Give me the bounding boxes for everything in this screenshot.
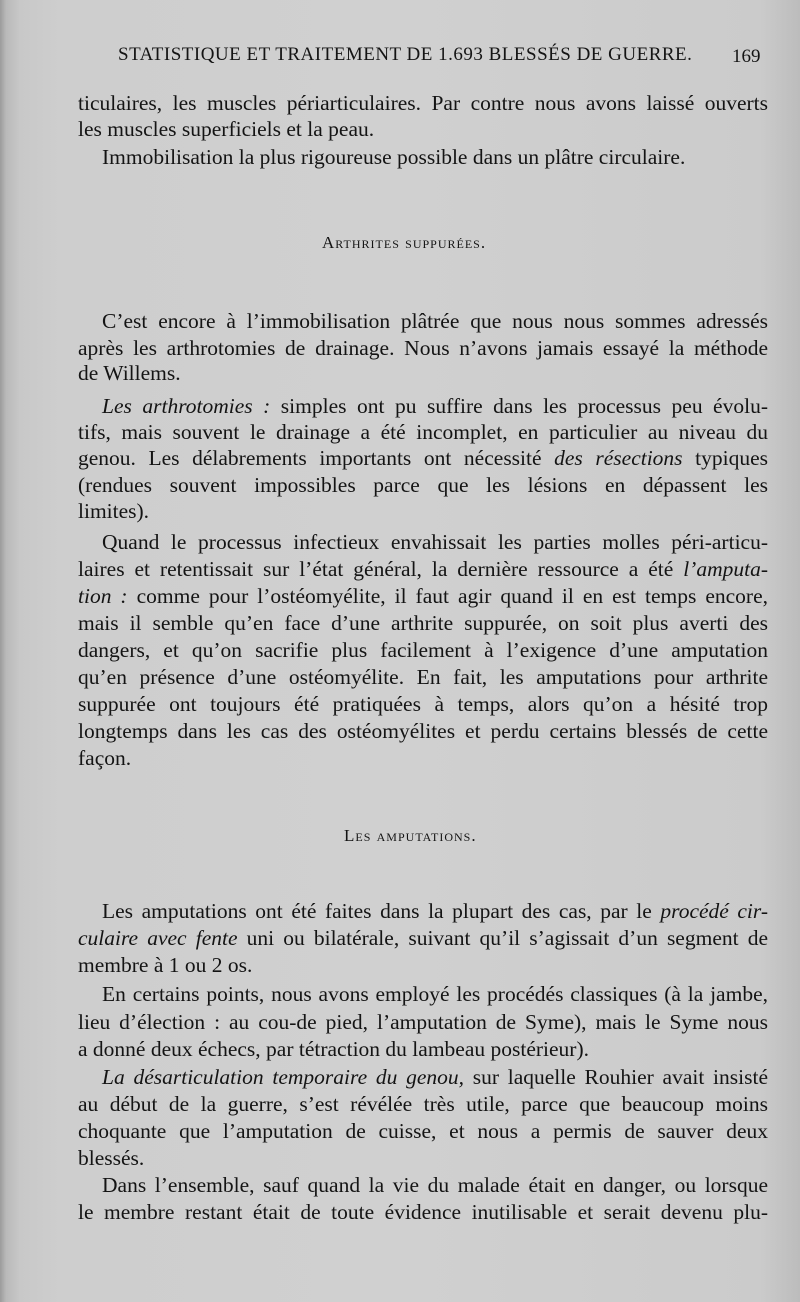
- text-line: Quand le processus infectieux envahissait les parties molles péri-articu-: [102, 530, 768, 554]
- italic-term: procédé cir-: [660, 899, 769, 923]
- text-line: mais il semble qu’en face d’une arthrite suppurée, on soit plus averti des: [78, 611, 768, 635]
- text-line: membre à 1 ou 2 os.: [78, 953, 253, 977]
- text-line: tifs, mais souvent le drainage a été incomplet, en particulier au niveau du: [78, 420, 768, 444]
- page-number: 169: [732, 46, 761, 67]
- text-line: Dans l’ensemble, sauf quand la vie du malade était en danger, ou lorsque: [102, 1173, 768, 1197]
- section-title-amputations: Les amputations.: [344, 826, 477, 845]
- text-span: Les amputations ont été faites dans la plupart des cas, par le: [102, 899, 661, 923]
- text-span: simples ont pu suffire dans les processus peu évolu-: [270, 394, 768, 418]
- running-header: STATISTIQUE ET TRAITEMENT DE 1.693 BLESSÉS DE GUERRE.: [118, 44, 693, 65]
- italic-term: tion :: [78, 584, 128, 608]
- text-line: les muscles superficiels et la peau.: [78, 117, 375, 141]
- text-line: [78, 556, 768, 582]
- text-line: longtemps dans les cas des ostéomyélites et perdu certains blessés de cette: [78, 719, 768, 743]
- italic-term: La désarticulation temporaire du genou,: [102, 1065, 464, 1089]
- section-title-arthrites: Arthrites suppurées.: [322, 233, 487, 252]
- italic-term: des résections: [554, 446, 683, 470]
- text-line: Immobilisation la plus rigoureuse possible dans un plâtre circulaire.: [102, 145, 686, 169]
- italic-term: Les arthrotomies :: [102, 394, 271, 418]
- text-span: sur laquelle Rouhier avait insisté: [464, 1065, 768, 1089]
- text-line: a donné deux échecs, par tétraction du lambeau postérieur).: [78, 1037, 590, 1061]
- text-span: genou. Les délabrements importants ont nécessité: [78, 446, 555, 470]
- italic-term: l’amputa-: [683, 557, 768, 581]
- text-line: dangers, et qu’on sacrifie plus facilement à l’exigence d’une amputation: [78, 638, 768, 662]
- text-line: [78, 445, 768, 471]
- italic-term: culaire avec fente: [78, 926, 238, 950]
- text-line: blessés.: [78, 1146, 145, 1170]
- text-span: typiques: [682, 446, 768, 470]
- text-line: façon.: [78, 746, 132, 770]
- text-line: choquante que l’amputation de cuisse, et nous a permis de sauver deux: [78, 1119, 768, 1143]
- text-line: le membre restant était de toute évidence inutilisable et serait devenu plu-: [78, 1200, 768, 1224]
- text-line: [78, 898, 768, 924]
- text-line: au début de la guerre, s’est révélée très utile, parce que beaucoup moins: [78, 1092, 768, 1116]
- text-span: uni ou bilatérale, suivant qu’il s’agissait d’un segment de: [237, 926, 769, 950]
- text-line: [78, 1064, 768, 1090]
- text-line: En certains points, nous avons employé les procédés classiques (à la jambe,: [102, 982, 768, 1006]
- text-line: qu’en présence d’une ostéomyélite. En fait, les amputations pour arthrite: [78, 665, 768, 689]
- text-line: lieu d’élection : au cou-de pied, l’amputation de Syme), mais le Syme nous: [78, 1010, 768, 1034]
- text-line: après les arthrotomies de drainage. Nous n’avons jamais essayé la méthode: [78, 336, 768, 360]
- text-line: ticulaires, les muscles périarticulaires. Par contre nous avons laissé ouverts: [78, 91, 768, 115]
- text-line: suppurée ont toujours été pratiquées à temps, alors qu’on a hésité trop: [78, 692, 768, 716]
- text-line: de Willems.: [78, 361, 181, 385]
- text-line: limites).: [78, 499, 150, 523]
- text-line: [78, 393, 768, 419]
- text-line: [78, 925, 768, 951]
- text-line: (rendues souvent impossibles parce que les lésions en dépassent les: [78, 473, 768, 497]
- text-span: comme pour l’ostéomyélite, il faut agir quand il en est temps encore,: [127, 584, 769, 608]
- text-line: C’est encore à l’immobilisation plâtrée que nous nous sommes adressés: [102, 309, 768, 333]
- text-span: laires et retentissait sur l’état général, la dernière ressource a été: [78, 557, 684, 581]
- text-line: [78, 583, 768, 609]
